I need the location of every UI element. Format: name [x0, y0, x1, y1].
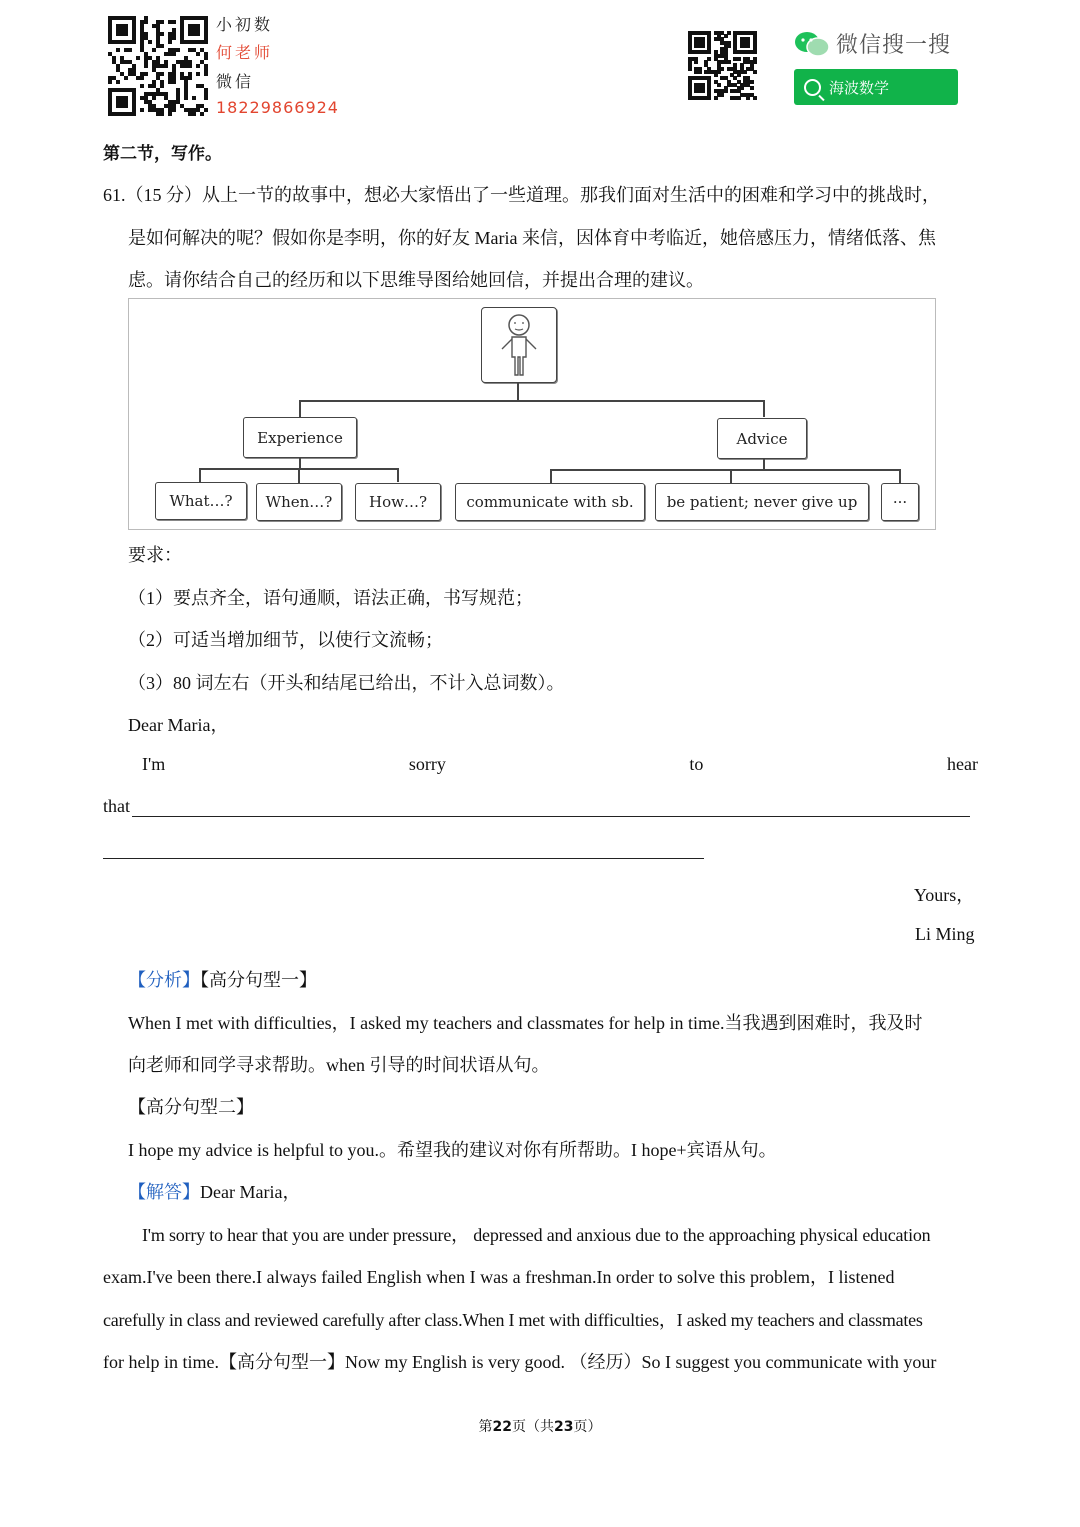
letter-that: that — [103, 796, 130, 816]
answer-line-2: exam.I've been there.I always failed English when I was a freshman.In order to solve this problem，I listened — [103, 1267, 895, 1287]
letter-closing: Yours， — [914, 885, 975, 905]
wechat-search-button[interactable] — [794, 69, 958, 105]
contact-line-1: 小初数 — [216, 15, 274, 34]
answer-line-1: I'm sorry to hear that you are under pressure， depressed and anxious due to the approaching physical education — [142, 1225, 931, 1245]
mind-map-when: When…? — [256, 483, 342, 521]
contact-line-3: 微信 — [216, 72, 255, 91]
requirement-item: （2）可适当增加细节，以使行文流畅； — [128, 630, 443, 650]
letter-opening — [142, 754, 978, 775]
person-figure-icon — [481, 307, 557, 383]
answer-greeting: Dear Maria， — [200, 1182, 301, 1202]
mind-map — [128, 298, 936, 530]
mind-map-more: ··· — [881, 483, 919, 521]
mind-map-how: How…? — [355, 483, 441, 521]
answer-blank-line[interactable] — [132, 816, 970, 817]
footer-prefix: 第 — [478, 1419, 493, 1435]
analysis-tag: 【分析】 — [128, 970, 200, 990]
requirement-item: （1）要点齐全，语句通顺，语法正确，书写规范； — [128, 588, 533, 608]
analysis-line-2: 向老师和同学寻求帮助。when 引导的时间状语从句。 — [128, 1055, 550, 1075]
page-number: 22 — [492, 1419, 512, 1435]
opening-word: I'm — [142, 754, 166, 774]
wechat-qr-code — [688, 31, 756, 99]
contact-line-2: 何老师 — [216, 43, 274, 62]
letter-greeting: Dear Maria， — [128, 715, 229, 735]
wechat-search-title: 微信搜一搜 — [836, 33, 952, 58]
footer-suffix: 页） — [573, 1419, 602, 1435]
sentence-pattern-tag-2: 【高分句型二】 — [128, 1097, 254, 1117]
search-icon — [804, 79, 821, 96]
mind-map-what: What…? — [155, 482, 247, 520]
wechat-search-button-label: 海波数学 — [829, 78, 890, 97]
question-line-1: 61.（15 分）从上一节的故事中，想必大家悟出了一些道理。那我们面对生活中的困难和学习中的挑战时， — [103, 185, 940, 205]
page-footer — [0, 1416, 1080, 1436]
contact-line-4: 18229866924 — [216, 98, 339, 117]
wechat-logo-icon — [793, 30, 831, 58]
sentence-pattern-tag: 【高分句型一】 — [200, 970, 317, 990]
section-title: 第二节，写作。 — [103, 144, 222, 164]
footer-middle: 页（共 — [512, 1419, 554, 1435]
mind-map-advice: Advice — [717, 418, 807, 459]
teacher-qr-code — [108, 16, 208, 116]
letter-signature: Li Ming — [915, 924, 975, 944]
answer-header — [128, 1178, 300, 1204]
question-line-2: 是如何解决的呢？假如你是李明，你的好友 Maria 来信，因体育中考临近，她倍感压力，情绪低落、焦 — [128, 228, 936, 248]
opening-word: sorry — [408, 754, 446, 774]
answer-blank-line[interactable] — [103, 858, 704, 859]
mind-map-be-patient: be patient; never give up — [655, 483, 869, 521]
opening-word: hear — [947, 754, 978, 774]
mind-map-experience: Experience — [243, 417, 357, 458]
requirements-title: 要求： — [128, 545, 182, 565]
mind-map-communicate: communicate with sb. — [455, 483, 645, 521]
analysis-header — [128, 966, 317, 992]
page-total: 23 — [554, 1419, 574, 1435]
answer-tag: 【解答】 — [128, 1182, 200, 1202]
answer-line-4: for help in time.【高分句型一】Now my English is very good. （经历）So I suggest you communicate with your — [103, 1352, 937, 1372]
requirement-item: （3）80 词左右（开头和结尾已给出，不计入总词数）。 — [128, 673, 565, 693]
question-line-3: 虑。请你结合自己的经历和以下思维导图给她回信，并提出合理的建议。 — [128, 270, 704, 290]
opening-word: to — [689, 754, 704, 774]
analysis-line-1: When I met with difficulties，I asked my teachers and classmates for help in time.当我遇到困难时，我及时 — [128, 1013, 923, 1033]
answer-line-3: carefully in class and reviewed carefully after class.When I met with difficulties，I asked my teachers and classmates — [103, 1310, 923, 1330]
analysis-line-3: I hope my advice is helpful to you.。希望我的建议对你有所帮助。I hope+宾语从句。 — [128, 1140, 777, 1160]
